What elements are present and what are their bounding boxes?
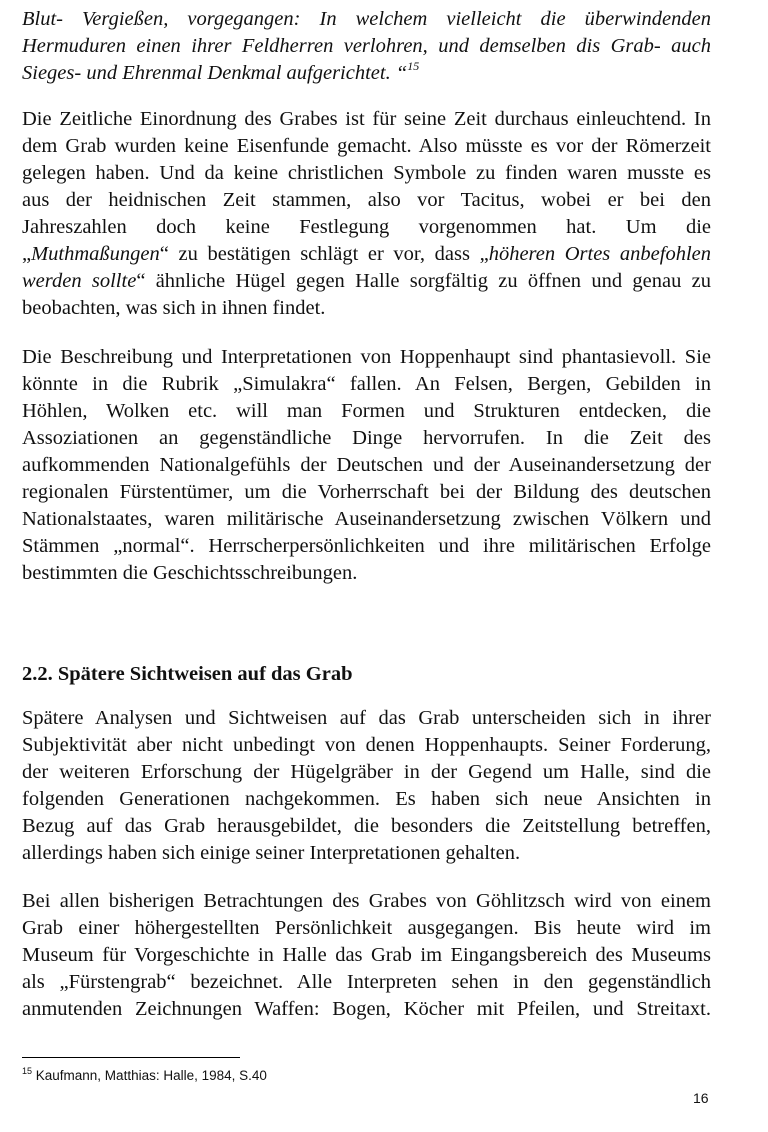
text-line: Hermuduren einen ihrer Feldherren verlohren, und demselben dis Grab- auch <box>22 35 711 57</box>
text-line: Höhlen, Wolken etc. will man Formen und Strukturen entdecken, die <box>22 400 711 422</box>
text-line <box>22 60 711 87</box>
text-line: gelegen haben. Und da keine christlichen Symbole zu finden waren musste es <box>22 162 711 184</box>
text-line: der weiteren Erforschung der Hügelgräber in der Gegend um Halle, sind die <box>22 761 711 783</box>
text-line: aus der heidnischen Zeit stammen, also vor Tacitus, wobei er bei den <box>22 189 711 211</box>
text-line: Nationalstaates, waren militärische Auseinandersetzung zwischen Völkern und <box>22 508 711 530</box>
text-line: Stämmen „normal“. Herrscherpersönlichkeiten und ihre militärischen Erfolge <box>22 535 711 557</box>
italic-term: höheren Ortes anbefohlen <box>488 243 711 265</box>
text-run: “ zu bestätigen schlägt er vor, dass „ <box>159 243 489 265</box>
text-line: bestimmten die Geschichtsschreibungen. <box>22 562 358 584</box>
text-line: beobachten, was sich in ihnen findet. <box>22 297 326 319</box>
text-line: aufkommenden Nationalgefühls der Deutschen und der Auseinandersetzung der <box>22 454 711 476</box>
text-line: Museum für Vorgeschichte in Halle das Grab im Eingangsbereich des Museums <box>22 944 711 966</box>
text-line: Blut- Vergießen, vorgegangen: In welchem vielleicht die überwindenden <box>22 8 711 30</box>
text-line: Bezug auf das Grab herausgebildet, die besonders die Zeitstellung betreffen, <box>22 815 711 837</box>
paragraph <box>22 344 711 587</box>
footnote-separator <box>22 1057 240 1058</box>
text-line: Grab einer höhergestellten Persönlichkeit ausgegangen. Bis heute wird im <box>22 917 711 939</box>
quote-block <box>22 6 711 87</box>
text-line <box>22 268 711 295</box>
text-line: Die Beschreibung und Interpretationen von Hoppenhaupt sind phantasievoll. Sie <box>22 346 711 368</box>
footnote <box>22 1068 267 1083</box>
text-line: Bei allen bisherigen Betrachtungen des Grabes von Göhlitzsch wird von einem <box>22 890 711 912</box>
page-number: 16 <box>693 1090 709 1106</box>
text-line: allerdings haben sich einige seiner Interpretationen gehalten. <box>22 842 521 864</box>
text-line: regionalen Fürstentümer, um die Vorherrschaft bei der Bildung des deutschen <box>22 481 711 503</box>
footnote-reference: 15 <box>407 59 420 73</box>
footnote-number: 15 <box>22 1066 33 1076</box>
text-line: anmutenden Zeichnungen Waffen: Bogen, Köcher mit Pfeilen, und Streitaxt. <box>22 998 711 1020</box>
text-line: Assoziationen an gegenständliche Dinge hervorrufen. In die Zeit des <box>22 427 711 449</box>
quote-mark: „ <box>22 243 32 265</box>
text-line: Die Zeitliche Einordnung des Grabes ist für seine Zeit durchaus einleuchtend. In <box>22 108 711 130</box>
text-line: Jahreszahlen doch keine Festlegung vorgenommen hat. Um die <box>22 216 711 238</box>
text-line: als „Fürstengrab“ bezeichnet. Alle Interpreten sehen in den gegenständlich <box>22 971 711 993</box>
text-run: “ ähnliche Hügel gegen Halle sorgfältig zu öffnen und genau zu <box>136 270 711 292</box>
paragraph <box>22 106 711 322</box>
italic-term: Muthmaßungen <box>31 243 160 265</box>
text-line: folgenden Generationen nachgekommen. Es haben sich neue Ansichten in <box>22 788 711 810</box>
text-line: dem Grab wurden keine Eisenfunde gemacht. Also müsste es vor der Römerzeit <box>22 135 711 157</box>
footnote-text: Kaufmann, Matthias: Halle, 1984, S.40 <box>32 1068 267 1083</box>
text-line: Subjektivität aber nicht unbedingt von denen Hoppenhaupts. Seiner Forderung, <box>22 734 711 756</box>
section-heading: 2.2. Spätere Sichtweisen auf das Grab <box>22 663 353 685</box>
italic-term: werden sollte <box>22 270 137 292</box>
paragraph <box>22 705 711 867</box>
text-line: könnte in die Rubrik „Simulakra“ fallen. An Felsen, Bergen, Gebilden in <box>22 373 711 395</box>
paragraph <box>22 888 711 1023</box>
text-line <box>22 241 711 268</box>
quote-tail: Sieges- und Ehrenmal Denkmal aufgerichtet. “ <box>22 62 408 84</box>
text-line: Spätere Analysen und Sichtweisen auf das Grab unterscheiden sich in ihrer <box>22 707 711 729</box>
